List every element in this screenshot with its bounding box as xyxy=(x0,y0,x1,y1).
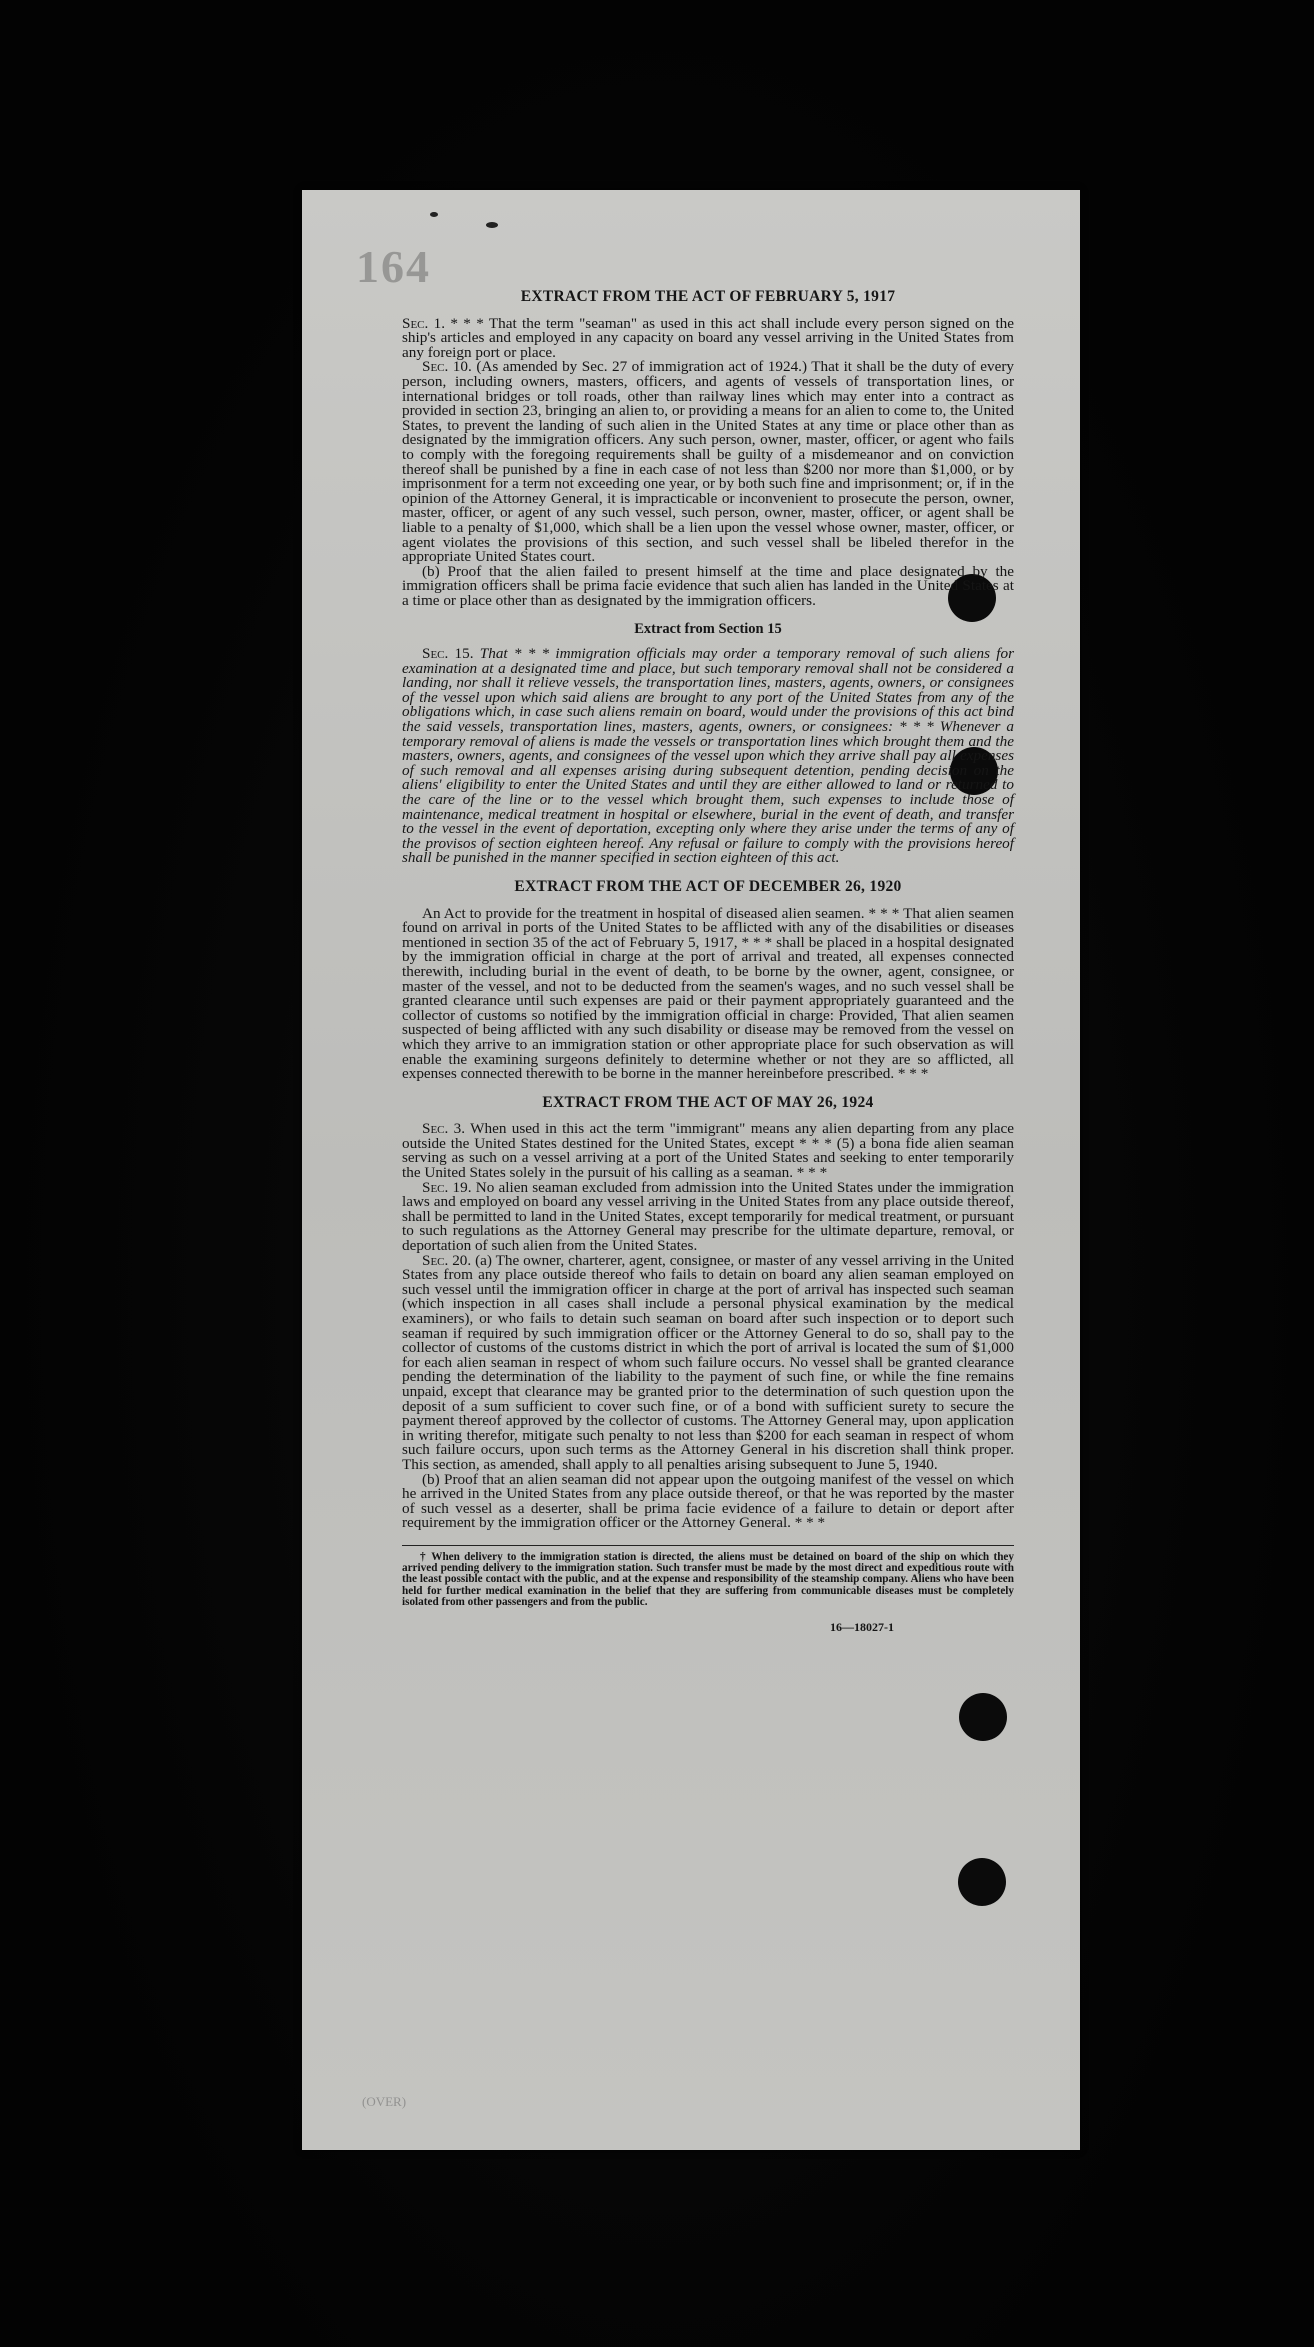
footnote-divider xyxy=(402,1545,1014,1546)
paragraph xyxy=(402,314,1015,361)
section-heading: EXTRACT FROM THE ACT OF FEBRUARY 5, 1917 xyxy=(520,288,896,305)
paragraph-text: An Act to provide for the treatment in hospital of diseased alien seamen. * * * That alien seamen found on arrival in ports of the United States to be afflicted with any of the disabilities or diseases mentioned in section 35 of the act of February 5, 1917, * * * shall be placed in a hospital designated by the immigration official in charge at the port of arrival and treated, all expenses connected therewith, including burial in the event of death, to be borne by the owner, agent, consignee, or master of the vessel, and not to be deducted from the seamen's wages, and no such vessel shall be granted clearance until such expenses are paid or their payment appropriately guaranteed and the collector of customs so notified by the immigration official in charge: Provided, That alien seamen suspected of being afflicted with any such disability or disease may be removed from the vessel on which they arrive to an immigration station or other appropriate place for such observation as will enable the examining surgeons definitely to determine whether or not they are so afflicted, all expenses connected therewith to be borne in the manner hereinbefore prescribed. * * * xyxy=(402,904,1014,1083)
paragraph-text: (As amended by Sec. 27 of immigration act of 1924.) That it shall be the duty of every person, including owners, masters, officers, and agents of vessels of transportation lines, or international bridges or toll roads, other than railway lines which may enter into a contract as provided in section 23, bringing an alien to, or providing a means for an alien to come to, the United States, to prevent the landing of such alien in the United States at any time or place other than as designated by the immigration officers. Any such person, owner, master, officer, or agent who fails to comply with the foregoing requirements shall be guilty of a misdemeanor and on conviction thereof shall be punished by a fine in each case of not less than $200 nor more than $1,000, or by imprisonment for a term not exceeding one year, or by both such fine and imprisonment; or, if in the opinion of the Attorney General, it is impracticable or inconvenient to prosecute the person, owner, master, officer, or agent of any such vessel, such person, owner, master, officer, or agent shall be liable to a penalty of $1,000, which shall be a lien upon the vessel whose owner, master, officer, or agent violates the provisions of this section, and such vessel shall be libeled therefor in the appropriate United States court. xyxy=(402,358,1015,566)
form-number: 16—18027-1 xyxy=(830,1619,894,1634)
section-ref: Sec. 19. xyxy=(422,1178,472,1196)
document-body xyxy=(402,290,1014,1635)
paragraph-text: (b) Proof that an alien seaman did not appear upon the outgoing manifest of the vessel on which he arrived in the United States from any place outside thereof, or that he was reported by the master of such vessel as a deserter, shall be prima facie evidence of a failure to detain or deport after requirement by the immigration officer or the Attorney General. * * * xyxy=(402,1470,1014,1532)
section-feb-1917 xyxy=(402,290,1014,608)
section-ref: Sec. 15. xyxy=(422,645,474,663)
paragraph-text: (a) The owner, charterer, agent, consignee, or master of any vessel arriving in the United States from any place outside thereof who fails to detain on board any alien seaman employed on such vessel until the immigration officer in charge at the port of arrival has inspected such seaman (which inspection in all cases shall include a personal physical examination by the medical examiners), or who fails to detain such seaman on board after such inspection or to deport such seaman if required by such immigration officer or the Attorney General to do so, shall pay to the collector of customs of the customs district in which the port of arrival is located the sum of $1,000 for each alien seaman in respect of whom such failure occurs. No vessel shall be granted clearance pending the determination of the liability to the payment of such fine, or while the fine remains unpaid, except that clearance may be granted prior to the determination of such question upon the deposit of a sum sufficient to cover such fine, or of a bond with sufficient surety to secure the payment thereof approved by the collector of customs. The Attorney General may, upon application in writing therefor, mitigate such penalty to not less than $200 for each seaman in respect of whom such failure occurs, upon such terms as the Attorney General in his discretion shall think proper. This section, as amended, shall apply to all penalties arising subsequent to June 5, 1940. xyxy=(402,1251,1014,1473)
paragraph xyxy=(402,904,1014,1083)
paragraph xyxy=(402,562,1014,609)
paragraph xyxy=(402,1122,1014,1180)
paragraph xyxy=(402,1178,1014,1255)
punch-hole xyxy=(959,1693,1007,1741)
paragraph xyxy=(402,1470,1014,1532)
paragraph xyxy=(402,1251,1014,1473)
footnote: † When delivery to the immigration station is directed, the aliens must be detained on board of the ship on which they arrived pending delivery to the immigration station. Such transfer must be made by the most direct and expeditious route with the least possible contact with the public, and at the expense and responsibility of the steamship company. Aliens who have been held for further medical examination in the belief that they are suffering from communicable diseases must be completely isolated from other passengers and from the public. xyxy=(402,1550,1014,1608)
section-heading: Extract from Section 15 xyxy=(634,621,782,638)
section-ref: Sec. 3. xyxy=(422,1120,466,1138)
section-ref: Sec. 1. xyxy=(402,314,446,332)
section-dec-1920 xyxy=(402,877,1014,1083)
stamp-number: 164 xyxy=(356,241,431,292)
paragraph-text: When used in this act the term "immigrant" means any alien departing from any place outside the United States destined for the United States, except * * * (5) a bona fide alien seaman serving as such on a vessel arriving at a port of the United States and seeking to enter temporarily the United States solely in the pursuit of his calling as a seaman. * * * xyxy=(402,1120,1014,1182)
paragraph xyxy=(402,647,1014,866)
ink-speck xyxy=(486,222,498,228)
section-heading: EXTRACT FROM THE ACT OF MAY 26, 1924 xyxy=(542,1093,874,1111)
paragraph-text: No alien seaman excluded from admission into the United States under the immigration laws and employed on board any vessel arriving in the United States from any place outside thereof, shall be permitted to land in the United States, except temporarily for medical treatment, or pursuant to such regulations as the Attorney General may prescribe for the ultimate departure, removal, or deportation of such alien from the United States. xyxy=(402,1178,1014,1255)
section-15-extract xyxy=(402,622,1014,866)
document-page xyxy=(302,190,1080,2150)
ink-speck xyxy=(430,212,438,217)
section-ref: Sec. 20. xyxy=(422,1251,472,1269)
section-may-1924 xyxy=(402,1093,1014,1532)
bottom-mark: (OVER) xyxy=(362,2094,407,2109)
section-ref: Sec. 10. xyxy=(422,358,472,376)
section-heading: EXTRACT FROM THE ACT OF DECEMBER 26, 1920 xyxy=(514,877,902,895)
punch-hole xyxy=(958,1858,1006,1906)
paragraph-text: * * * That the term "seaman" as used in this act shall include every person signed on the ship's articles and employed in any capacity on board any vessel arriving in the United States from any foreign port or place. xyxy=(402,314,1015,361)
paragraph-text: That * * * immigration officials may order a temporary removal of such aliens for examination at a designated time and place, but such temporary removal shall not be considered a landing, nor shall it relieve vessels, the transportation lines, masters, agents, owners, or consignees of the vessel upon which said aliens are brought to any port of the United States from any of the obligations which, in case such aliens remain on board, would under the provisions of this act bind the said vessels, transportation lines, masters, agents, owners, or consignees: * * * Whenever a temporary removal of aliens is made the vessels or transportation lines which brought them and the masters, owners, agents, and consignees of the vessel upon which they arrive shall pay all expenses of such removal and all expenses arising during subsequent detention, pending decision on the aliens' eligibility to enter the United States and until they are either allowed to land or returned to the care of the line or to the vessel which brought them, such expenses to include those of maintenance, medical treatment in hospital or elsewhere, burial in the event of death, and transfer to the vessel in the event of deportation, excepting only where they arise under the terms of any of the provisos of section eighteen hereof. Any refusal or failure to comply with the provisions hereof shall be punished in the manner specified in section eighteen of this act. xyxy=(402,645,1014,867)
paragraph xyxy=(402,360,1014,564)
paragraph-text: (b) Proof that the alien failed to present himself at the time and place designated by the immigration officers shall be prima facie evidence that such alien has landed in the United States at a time or place other than as designated by the immigration officers. xyxy=(402,562,1014,609)
